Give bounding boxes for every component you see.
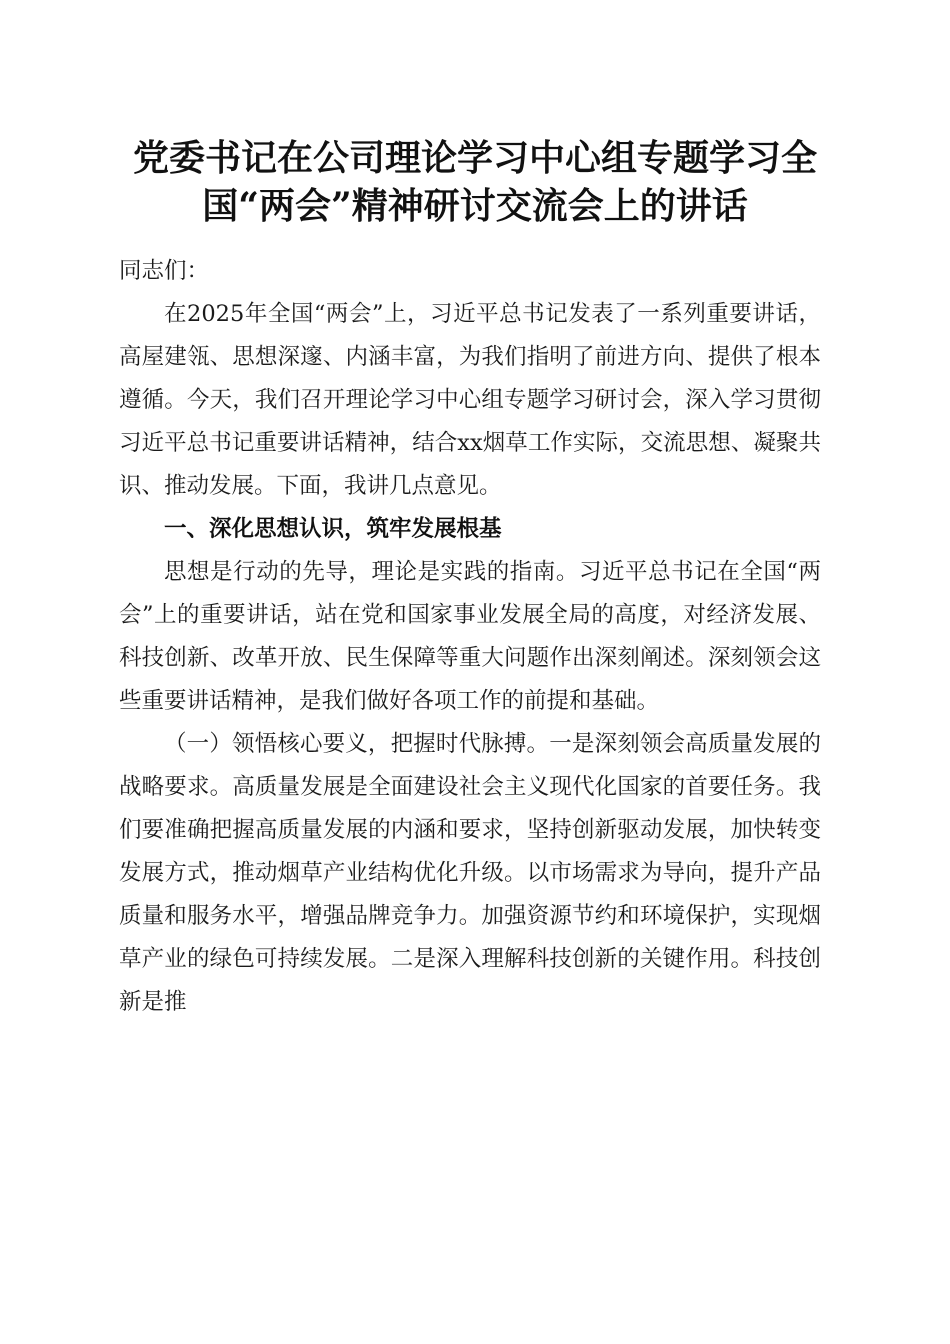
document-body xyxy=(119,250,821,1024)
document-title: 党委书记在公司理论学习中心组专题学习全国“两会”精神研讨交流会上的讲话 xyxy=(132,137,817,227)
subsection-1-text: 一是深刻领会高质量发展的战略要求。高质量发展是全面建设社会主义现代化国家的首要任务。我们要准确把握高质量发展的内涵和要求，坚持创新驱动发展，加快转变发展方式，推动烟草产业结构优化升级。以市场需求为导向，提升产品质量和服务水平，增强品牌竞争力。加强资源节约和环境保护，实现烟草产业的绿色可持续发展。二是深入理解科技创新的关键作用。科技创新是推 xyxy=(119,731,821,1015)
salutation: 同志们： xyxy=(119,258,210,284)
intro-paragraph: 在2025年全国“两会”上，习近平总书记发表了一系列重要讲话，高屋建瓴、思想深邃、内涵丰富，为我们指明了前进方向、提供了根本遵循。今天，我们召开理论学习中心组专题学习研讨会，深入学习贯彻习近平总书记重要讲话精神，结合xx烟草工作实际，交流思想、凝聚共识、推动发展。下面，我讲几点意见。 xyxy=(119,301,821,499)
section-1-paragraph: 思想是行动的先导，理论是实践的指南。习近平总书记在全国“两会”上的重要讲话，站在党和国家事业发展全局的高度，对经济发展、科技创新、改革开放、民生保障等重大问题作出深刻阐述。深刻领会这些重要讲话精神，是我们做好各项工作的前提和基础。 xyxy=(119,559,821,714)
subsection-1-lead: （一）领悟核心要义，把握时代脉搏。 xyxy=(164,731,550,757)
section-heading-1: 一、深化思想认识，筑牢发展根基 xyxy=(164,516,502,542)
subsection-1-paragraph xyxy=(119,723,821,1024)
